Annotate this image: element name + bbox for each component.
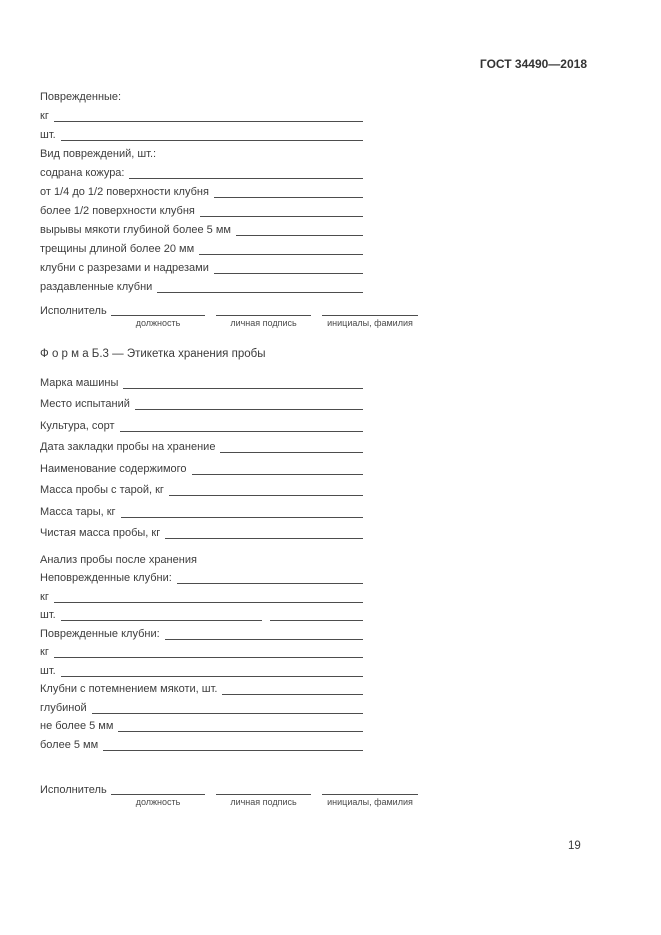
field-label: шт. [40, 609, 56, 622]
signature-line [322, 782, 418, 795]
form-b3-analysis-section [40, 548, 363, 752]
form-row [40, 567, 363, 586]
blank-line [121, 517, 363, 518]
executor-label: Исполнитель [40, 783, 107, 796]
field-label: Чистая масса пробы, кг [40, 527, 161, 540]
signature-field-position [111, 303, 205, 328]
field-label: шт. [40, 129, 56, 142]
signature-caption: должность [135, 796, 181, 807]
form-row [40, 433, 363, 455]
blank-line [192, 474, 363, 475]
field-label: Поврежденные: [40, 91, 122, 104]
field-label: кг [40, 590, 49, 603]
form-row [40, 237, 363, 256]
field-label: вырывы мякоти глубиной более 5 мм [40, 224, 231, 237]
field-label: Неповрежденные клубни: [40, 572, 172, 585]
field-label: Анализ пробы после хранения [40, 553, 197, 566]
form-row [40, 368, 363, 390]
form-row [40, 104, 363, 123]
signature-line [216, 303, 311, 316]
page-number: 19 [568, 840, 581, 852]
form-row [40, 696, 363, 715]
form-row [40, 678, 363, 697]
blank-line [165, 639, 363, 640]
field-label: Масса тары, кг [40, 505, 116, 518]
field-label: клубни с разрезами и надрезами [40, 262, 209, 275]
form-row [40, 659, 363, 678]
field-label: кг [40, 646, 49, 659]
blank-line [129, 178, 363, 179]
blank-line [61, 140, 363, 141]
signature-field-position [111, 782, 205, 807]
field-label: раздавленные клубни [40, 281, 153, 294]
form-row [40, 519, 363, 541]
blank-line [120, 431, 364, 432]
blank-line [169, 495, 363, 496]
signature-line [111, 782, 205, 795]
blank-line [103, 750, 363, 751]
form-row [40, 218, 363, 237]
executor-signature-block [40, 303, 420, 328]
signature-caption: личная подпись [230, 796, 297, 807]
form-row [40, 454, 363, 476]
field-label: кг [40, 110, 49, 123]
field-label: Вид повреждений, шт.: [40, 148, 157, 161]
form-row [40, 411, 363, 433]
field-label: Дата закладки пробы на хранение [40, 441, 216, 454]
executor-label: Исполнитель [40, 305, 107, 317]
blank-line [54, 121, 363, 122]
signature-caption: инициалы, фамилия [327, 318, 413, 328]
form-row [40, 715, 363, 734]
field-label: не более 5 мм [40, 720, 114, 733]
form-row [40, 733, 363, 752]
form-b3-label-section [40, 368, 363, 540]
blank-line [54, 657, 363, 658]
field-label: шт. [40, 664, 56, 677]
signature-caption: инициалы, фамилия [327, 796, 413, 807]
form-b3-title: Ф о р м а Б.3 — Этикетка хранения пробы [40, 348, 266, 360]
form-row [40, 180, 363, 199]
signature-field-initials-surname [322, 782, 418, 807]
document-standard-title: ГОСТ 34490—2018 [479, 57, 587, 71]
form-row [40, 497, 363, 519]
field-label: от 1/4 до 1/2 поверхности клубня [40, 186, 209, 199]
form-b2-damaged-section [40, 85, 363, 294]
form-row [40, 142, 363, 161]
signature-field-personal-signature [216, 303, 311, 328]
signature-line [216, 782, 311, 795]
form-row [40, 585, 363, 604]
blank-line [222, 694, 363, 695]
form-row [40, 548, 363, 567]
blank-line [118, 731, 363, 732]
form-row [40, 256, 363, 275]
blank-line [200, 216, 363, 217]
signature-line [322, 303, 418, 316]
signature-field-personal-signature [216, 782, 311, 807]
form-row [40, 476, 363, 498]
field-label: Марка машины [40, 376, 119, 389]
executor-signature-block [40, 782, 420, 807]
blank-line [236, 235, 363, 236]
blank-line [165, 538, 363, 539]
form-row [40, 275, 363, 294]
form-row [40, 85, 363, 104]
field-label: содрана кожура: [40, 167, 125, 180]
form-row [40, 161, 363, 180]
blank-line [123, 388, 363, 389]
form-row [40, 622, 363, 641]
blank-line [220, 452, 363, 453]
field-label: Поврежденные клубни: [40, 627, 160, 640]
form-row [40, 641, 363, 660]
form-row [40, 604, 363, 623]
field-label: трещины длиной более 20 мм [40, 243, 195, 256]
field-label: более 1/2 поверхности клубня [40, 205, 195, 218]
signature-caption: должность [135, 318, 181, 328]
blank-line [177, 583, 363, 584]
blank-line [199, 254, 363, 255]
field-label: глубиной [40, 701, 87, 714]
blank-line [61, 676, 363, 677]
form-row [40, 390, 363, 412]
blank-line [214, 273, 363, 274]
signature-line [111, 303, 205, 316]
signature-field-initials-surname [322, 303, 418, 328]
field-label: Масса пробы с тарой, кг [40, 484, 164, 497]
field-label: Место испытаний [40, 398, 130, 411]
signature-caption: личная подпись [230, 318, 297, 328]
field-label: более 5 мм [40, 738, 99, 751]
blank-line [135, 409, 363, 410]
field-label: Культура, сорт [40, 419, 115, 432]
blank-line [61, 620, 262, 621]
form-row [40, 123, 363, 142]
field-label: Наименование содержимого [40, 462, 187, 475]
form-row [40, 199, 363, 218]
blank-line [270, 620, 363, 621]
blank-line [92, 713, 363, 714]
blank-line [54, 602, 363, 603]
field-label: Клубни с потемнением мякоти, шт. [40, 683, 218, 696]
blank-line [157, 292, 363, 293]
blank-line [214, 197, 363, 198]
